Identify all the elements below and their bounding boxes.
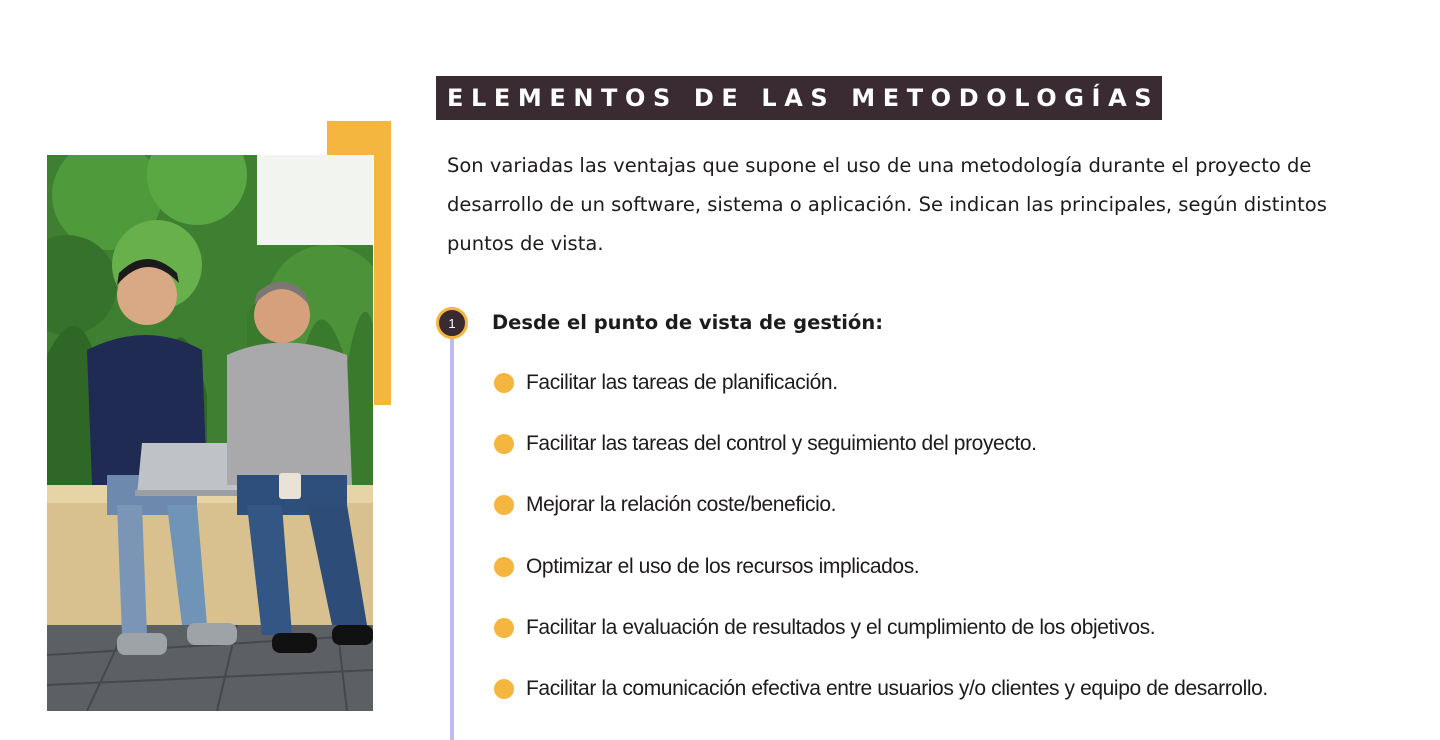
step-number-badge: 1 [436,307,468,339]
list-item [494,612,1268,644]
list-item-label: Facilitar las tareas del control y seguimiento del proyecto. [526,432,1037,456]
list-item-label: Mejorar la relación coste/beneficio. [526,493,837,517]
timeline-line [450,330,454,740]
intro-paragraph: Son variadas las ventajas que supone el uso de una metodología durante el proyecto de desarrollo de un software, sistema o aplicación. Se indican las principales, según distintos puntos de vista. [447,154,1327,255]
list-item [494,489,1268,521]
bullet-dot-icon [494,434,514,454]
bullet-dot-icon [494,373,514,393]
list-item [494,367,1268,399]
hero-photo [47,155,373,711]
bullet-dot-icon [494,495,514,515]
list-item [494,428,1268,460]
list-item [494,673,1268,705]
list-item-label: Facilitar las tareas de planificación. [526,371,838,394]
bullet-dot-icon [494,618,514,638]
benefits-list [494,367,1268,734]
list-item-label: Optimizar el uso de los recursos implicados. [526,554,920,578]
section-heading [436,76,1162,120]
list-item-label: Facilitar la comunicación efectiva entre usuarios y/o clientes y equipo de desarrollo. [526,676,1268,700]
page-title: ELEMENTOS DE LAS METODOLOGÍAS [447,84,1160,112]
bullet-dot-icon [494,679,514,699]
list-item-label: Facilitar la evaluación de resultados y el cumplimiento de los objetivos. [526,615,1156,639]
section-title: Desde el punto de vista de gestión: [492,311,884,334]
list-item [494,551,1268,583]
photo-illustration [47,155,373,711]
bullet-dot-icon [494,557,514,577]
